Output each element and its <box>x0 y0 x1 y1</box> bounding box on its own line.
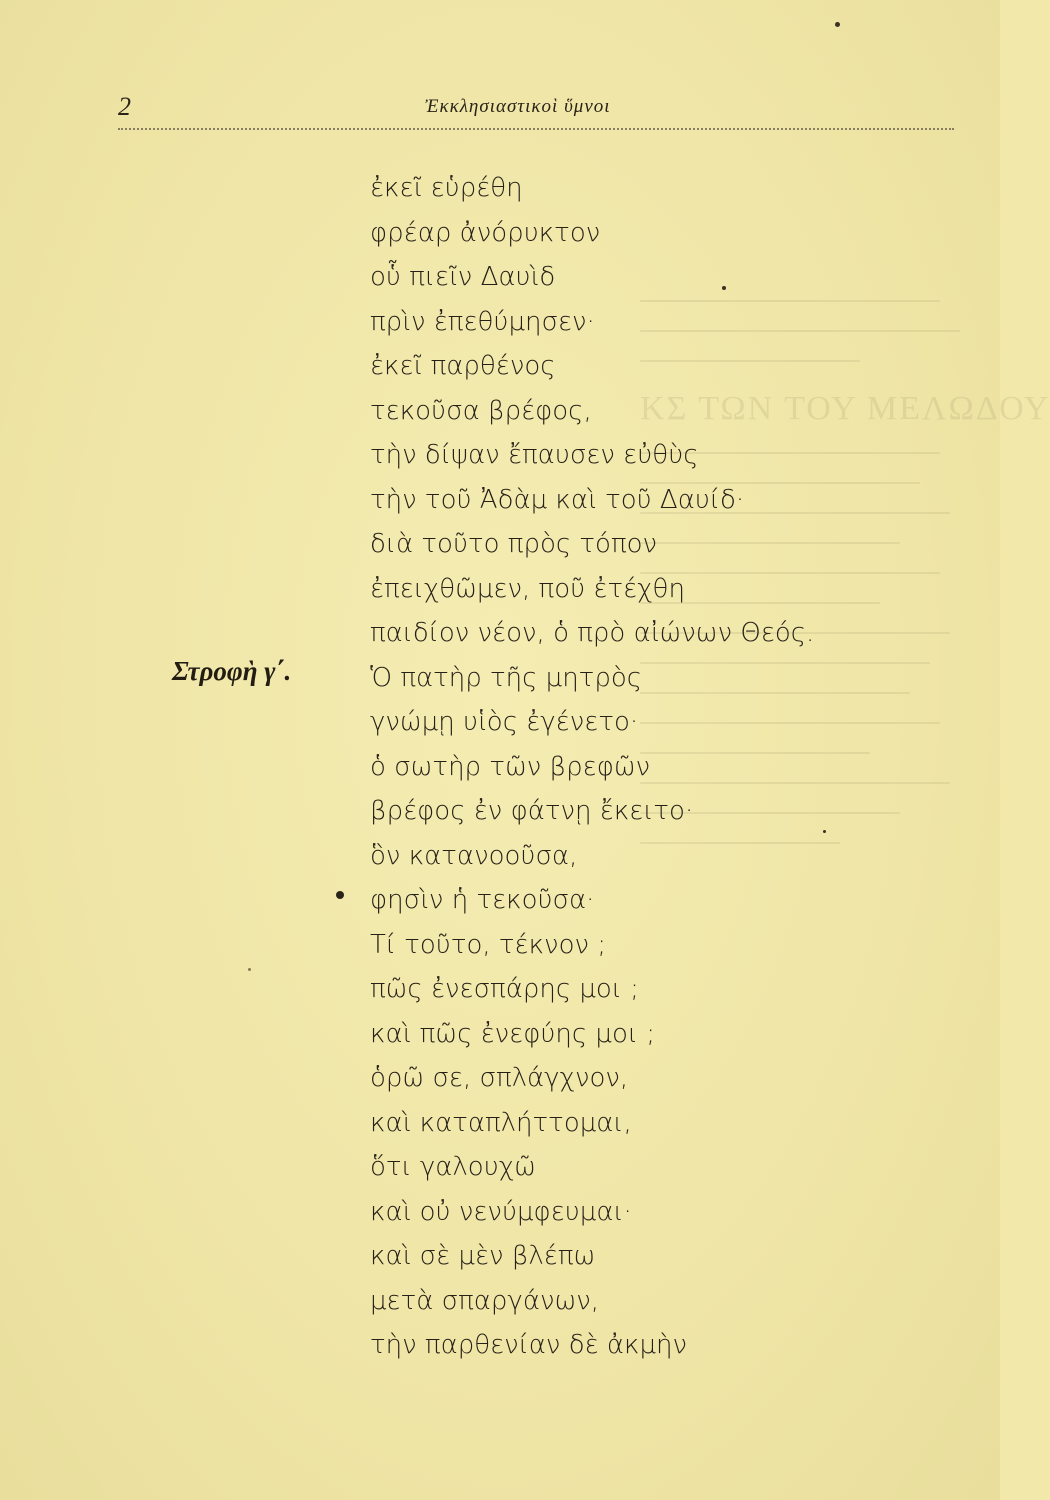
page-header <box>118 92 958 132</box>
verse-line: διὰ τοῦτο πρὸς τόπον <box>370 529 658 559</box>
verse-line: ὅτι γαλουχῶ <box>370 1152 536 1182</box>
verse-line: τὴν παρθενίαν δὲ ἀκμὴν <box>370 1330 688 1360</box>
bullet-mark <box>336 891 344 899</box>
verse-line: τὴν τοῦ Ἀδὰμ καὶ τοῦ Δαυίδ· <box>370 484 745 515</box>
verse-line: τεκοῦσα βρέφος, <box>370 395 592 426</box>
verse-line: ἐκεῖ παρθένος <box>370 351 556 381</box>
verse-line: πρὶν ἐπεθύμησεν· <box>370 306 595 337</box>
verse-line: ὃν κατανοοῦσα, <box>370 840 578 871</box>
verse-line: μετὰ σπαργάνων, <box>370 1285 600 1316</box>
verse-line: καὶ σὲ μὲν βλέπω <box>370 1241 596 1271</box>
verse-line: βρέφος ἐν φάτνῃ ἔκειτο· <box>370 796 694 826</box>
verse-line: φησὶν ἡ τεκοῦσα· <box>370 885 595 915</box>
strophe-label: Στροφὴ γ΄. <box>172 656 292 686</box>
verse-line: Τί τοῦτο, τέκνον ; <box>370 929 607 960</box>
header-rule <box>118 128 954 130</box>
paper-speck <box>722 286 726 290</box>
paper-speck <box>835 22 840 27</box>
bleed-through-text: ΚΣ ΤΩΝ ΤΟΥ ΜΕΛΩΔΟΥ <box>640 300 980 1020</box>
verse-line: Ὁ πατὴρ τῆς μητρὸς <box>370 662 643 693</box>
paper-speck <box>248 968 251 971</box>
verse-line: ἐκεῖ εὑρέθη <box>370 173 523 203</box>
verse-line: φρέαρ ἀνόρυκτον <box>370 217 601 248</box>
verse-line: τὴν δίψαν ἔπαυσεν εὐθὺς <box>370 440 699 470</box>
verse-line: καὶ καταπλήττομαι, <box>370 1107 632 1138</box>
verse-line: πῶς ἐνεσπάρης μοι ; <box>370 974 639 1004</box>
running-title: Ἐκκλησιαστικοὶ ὕμνοι <box>425 96 611 117</box>
verse-line: καὶ πῶς ἐνεφύης μοι ; <box>370 1018 655 1049</box>
verse-line: καὶ οὐ νενύμφευμαι· <box>370 1196 632 1227</box>
verse-line: οὗ πιεῖν Δαυὶδ <box>370 262 556 292</box>
verse-block <box>370 166 930 1368</box>
verse-line: ἐπειχθῶμεν, ποῦ ἐτέχθη <box>370 573 685 604</box>
verse-line: παιδίον νέον, ὁ πρὸ αἰώνων Θεός. <box>370 618 815 648</box>
verse-line: ὁρῶ σε, σπλάγχνον, <box>370 1063 629 1093</box>
verse-line: ὁ σωτὴρ τῶν βρεφῶν <box>370 751 651 782</box>
verse-line: γνώμῃ υἱὸς ἐγένετο· <box>370 707 639 737</box>
page-number: 2 <box>118 92 131 121</box>
paper-speck <box>823 830 826 833</box>
